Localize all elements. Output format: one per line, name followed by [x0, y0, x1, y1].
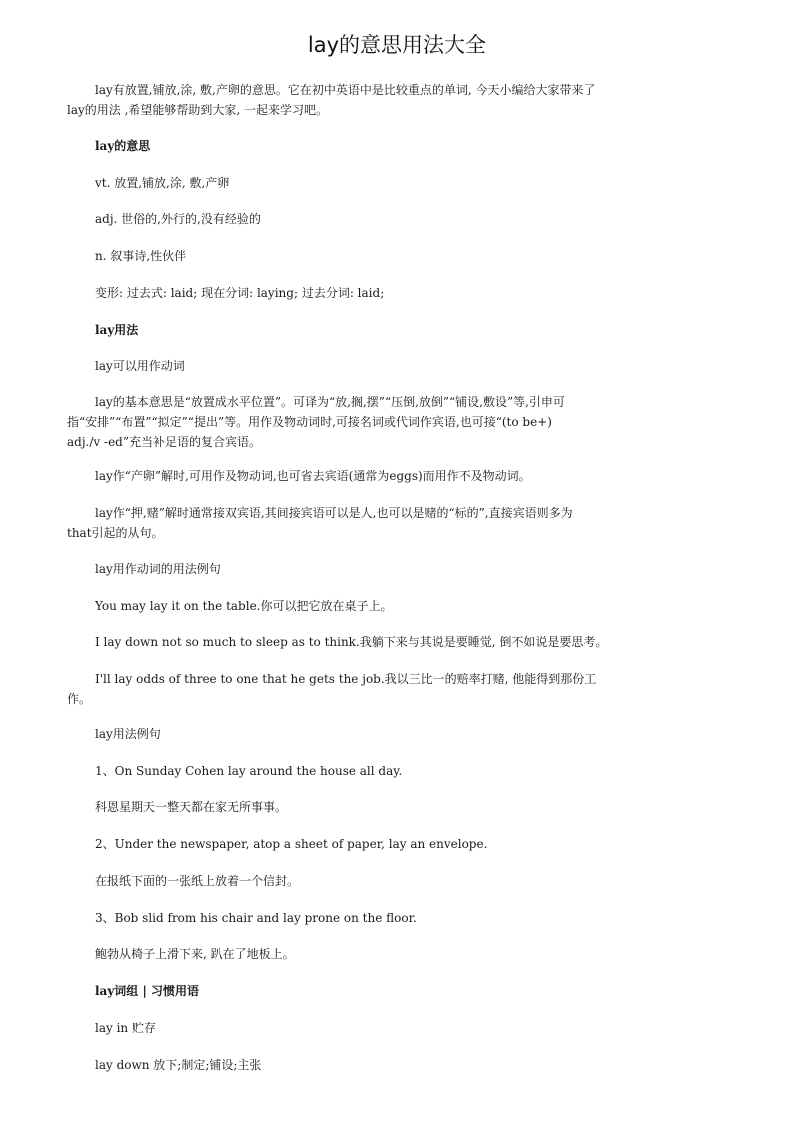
usage-lay-eggs: lay作“产卵”解时,可用作及物动词,也可省去宾语(通常为eggs)而用作不及物动词。: [95, 469, 531, 483]
example-1-en: 1、On Sunday Cohen lay around the house all day.: [95, 764, 403, 778]
section-heading-usage: lay用法: [95, 323, 139, 337]
verb-example-3: [67, 669, 719, 709]
usage-bet-line-2: that引起的从句。: [67, 526, 164, 540]
usage-basic-paragraph: [67, 392, 719, 452]
usage-basic-line-1: lay的基本意思是“放置成水平位置”。可译为“放,搁,摆”“压倒,放倒”“铺设,敷设”等,引申可: [95, 395, 565, 409]
example-2-en: 2、Under the newspaper, atop a sheet of paper, lay an envelope.: [95, 837, 488, 851]
usage-basic-line-3: adj./v -ed”充当补足语的复合宾语。: [67, 435, 261, 449]
usage-bet-paragraph: [67, 503, 719, 543]
page-title: lay的意思用法大全: [307, 33, 487, 57]
section-heading-phrases: lay词组 | 习惯用语: [95, 984, 200, 998]
usage-bet-line-1: lay作“押,赌”解时通常接双宾语,其间接宾语可以是人,也可以是赌的“标的”,直接宾语则多为: [95, 506, 573, 520]
meaning-forms: 变形: 过去式: laid; 现在分词: laying; 过去分词: laid;: [95, 286, 385, 300]
intro-line-1: lay有放置,铺放,涂, 敷,产卵的意思。它在初中英语中是比较重点的单词, 今天小编给大家带来了: [95, 83, 596, 97]
verb-examples-heading: lay用作动词的用法例句: [95, 562, 221, 576]
meaning-n: n. 叙事诗,性伙伴: [95, 249, 187, 263]
intro-paragraph: [67, 80, 719, 120]
meaning-vt: vt. 放置,铺放,涂, 敷,产卵: [95, 176, 230, 190]
example-3-cn: 鲍勃从椅子上滑下来, 趴在了地板上。: [95, 947, 295, 961]
usage-basic-line-2: 指“安排”“布置”“拟定”“提出”等。用作及物动词时,可接名词或代词作宾语,也可接“(to be+): [67, 415, 552, 429]
phrase-2: lay down 放下;制定;铺设;主张: [95, 1058, 262, 1072]
verb-example-1: You may lay it on the table.你可以把它放在桌子上。: [95, 599, 393, 613]
example-3-en: 3、Bob slid from his chair and lay prone on the floor.: [95, 911, 417, 925]
example-1-cn: 科恩星期天一整天都在家无所事事。: [95, 800, 288, 814]
verb-example-3-line-2: 作。: [67, 692, 92, 706]
example-2-cn: 在报纸下面的一张纸上放着一个信封。: [95, 874, 300, 888]
section-heading-meaning: lay的意思: [95, 139, 151, 153]
phrase-1: lay in 贮存: [95, 1021, 156, 1035]
verb-example-2: I lay down not so much to sleep as to think.我躺下来与其说是要睡觉, 倒不如说是要思考。: [95, 635, 608, 649]
meaning-adj: adj. 世俗的,外行的,没有经验的: [95, 212, 261, 226]
usage-as-verb: lay可以用作动词: [95, 359, 185, 373]
intro-line-2: lay的用法 ,希望能够帮助到大家, 一起来学习吧。: [67, 103, 329, 117]
section-heading-examples: lay用法例句: [95, 727, 161, 741]
verb-example-3-line-1: I'll lay odds of three to one that he gets the job.我以三比一的赔率打赌, 他能得到那份工: [95, 672, 597, 686]
